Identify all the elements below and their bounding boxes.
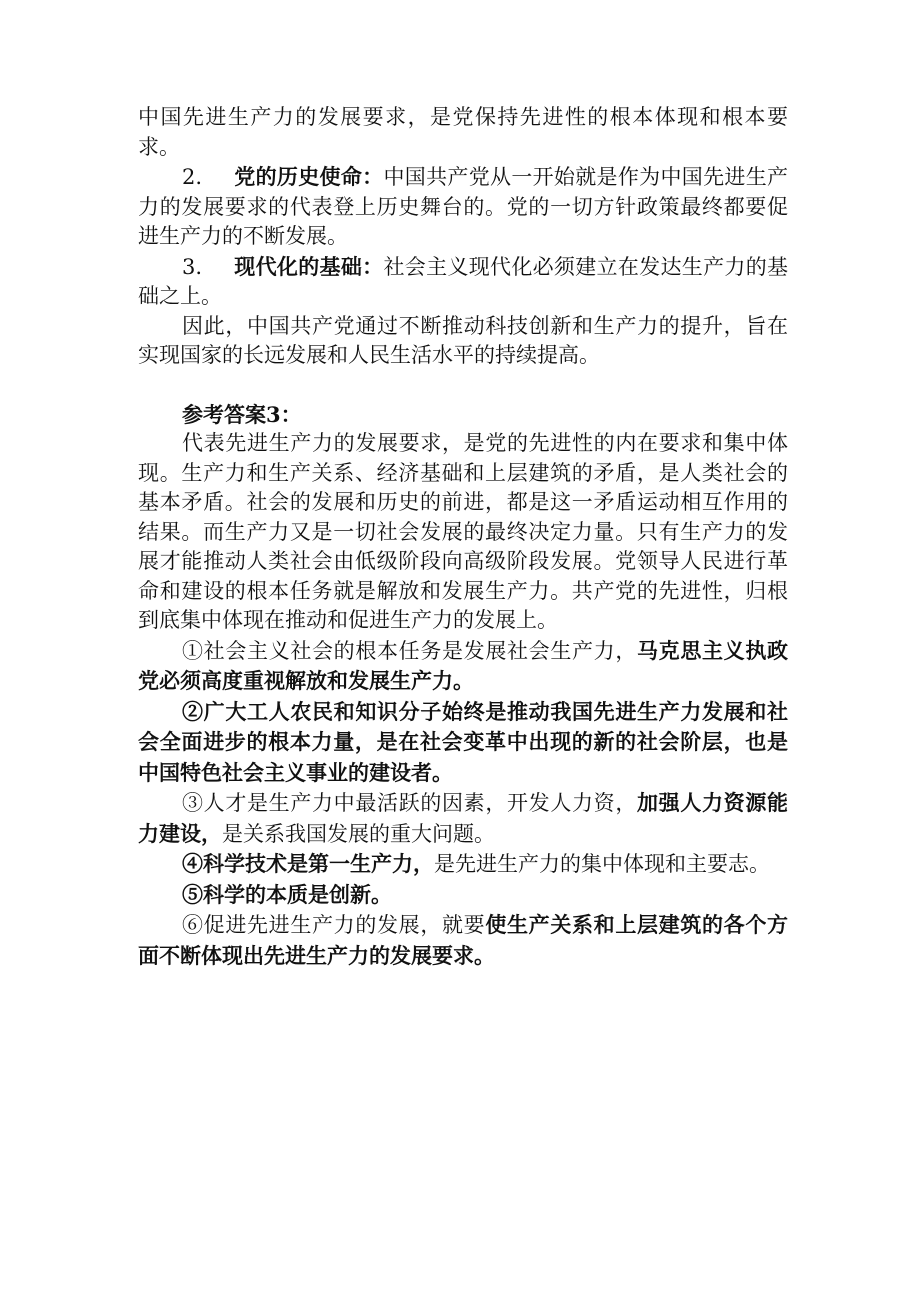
answer-item-3-bold: 加强人力资源能力建设， bbox=[138, 790, 788, 846]
point-2-number: 2. bbox=[182, 165, 203, 189]
answer-item-4-after: 是先进生产力的集中体现和主要志。 bbox=[434, 852, 770, 876]
answer-item-1-normal: ①社会主义社会的根本任务是发展社会生产力， bbox=[182, 638, 637, 663]
answer-item-4-bold: ④科学技术是第一生产力， bbox=[182, 851, 434, 876]
point-3-number: 3. bbox=[182, 254, 203, 279]
answer-item-6-bold: 使生产关系和上层建筑的各个方面不断体现出先进生产力的发展要求。 bbox=[138, 912, 789, 968]
point-3-title: 现代化的基础： bbox=[234, 253, 384, 279]
answer-item-6-normal: ⑥促进先进生产力的发展，就要 bbox=[182, 913, 486, 937]
section-spacer bbox=[138, 371, 788, 400]
answer-item-5 bbox=[138, 880, 788, 911]
answer-3-heading: 参考答案3： bbox=[182, 401, 302, 427]
answer-item-2 bbox=[138, 697, 788, 789]
answer-item-1-bold: 马克思主义执政党必须高度重视解放和发展生产力。 bbox=[138, 637, 788, 693]
point-3-paragraph bbox=[138, 252, 788, 312]
answer-item-3 bbox=[138, 788, 788, 849]
point-2-paragraph bbox=[138, 162, 788, 252]
conclusion-paragraph: 因此，中国共产党通过不断推动科技创新和生产力的提升，旨在实现国家的长远发展和人民生活水平的持续提高。 bbox=[138, 313, 788, 367]
answer-item-4 bbox=[138, 849, 788, 880]
answer-item-2-bold: ②广大工人农民和知识分子始终是推动我国先进生产力发展和社会全面进步的根本力量，是在社会变革中出现的新的社会阶层，也是中国特色社会主义事业的建设者。 bbox=[138, 698, 788, 785]
document-page bbox=[138, 103, 788, 971]
point-2-title: 党的历史使命： bbox=[234, 164, 384, 189]
answer-item-5-bold: ⑤科学的本质是创新。 bbox=[182, 881, 392, 907]
intro-paragraph: 中国先进生产力的发展要求，是党保持先进性的根本体现和根本要求。 bbox=[138, 105, 788, 159]
answer-3-main-paragraph: 代表先进生产力的发展要求，是党的先进性的内在要求和集中体现。生产力和生产关系、经济基础和上层建筑的矛盾，是人类社会的基本矛盾。社会的发展和历史的前进，都是这一矛盾运动相互作用的结果。而生产力又是一切社会发展的最终决定力量。只有生产力的发展才能推动人类社会由低级阶段向高级阶段发展。党领导人民进行革命和建设的根本任务就是解放和发展生产力。共产党的先进性，归根到底集中体现在推动和促进生产力的发展上。 bbox=[138, 431, 788, 632]
answer-item-3-normal: ③人才是生产力中最活跃的因素，开发人力资， bbox=[182, 791, 637, 815]
answer-item-6 bbox=[138, 910, 788, 971]
answer-item-1 bbox=[138, 636, 788, 697]
point-2-text: 中国共产党从一开始就是作为中国先进生产力的发展要求的代表登上历史舞台的。党的一切方针政策最终都要促进生产力的不断发展。 bbox=[138, 165, 789, 248]
answer-item-3-after: 是关系我国发展的重大问题。 bbox=[222, 821, 495, 846]
point-3-text: 社会主义现代化必须建立在发达生产力的基础之上。 bbox=[138, 254, 789, 308]
